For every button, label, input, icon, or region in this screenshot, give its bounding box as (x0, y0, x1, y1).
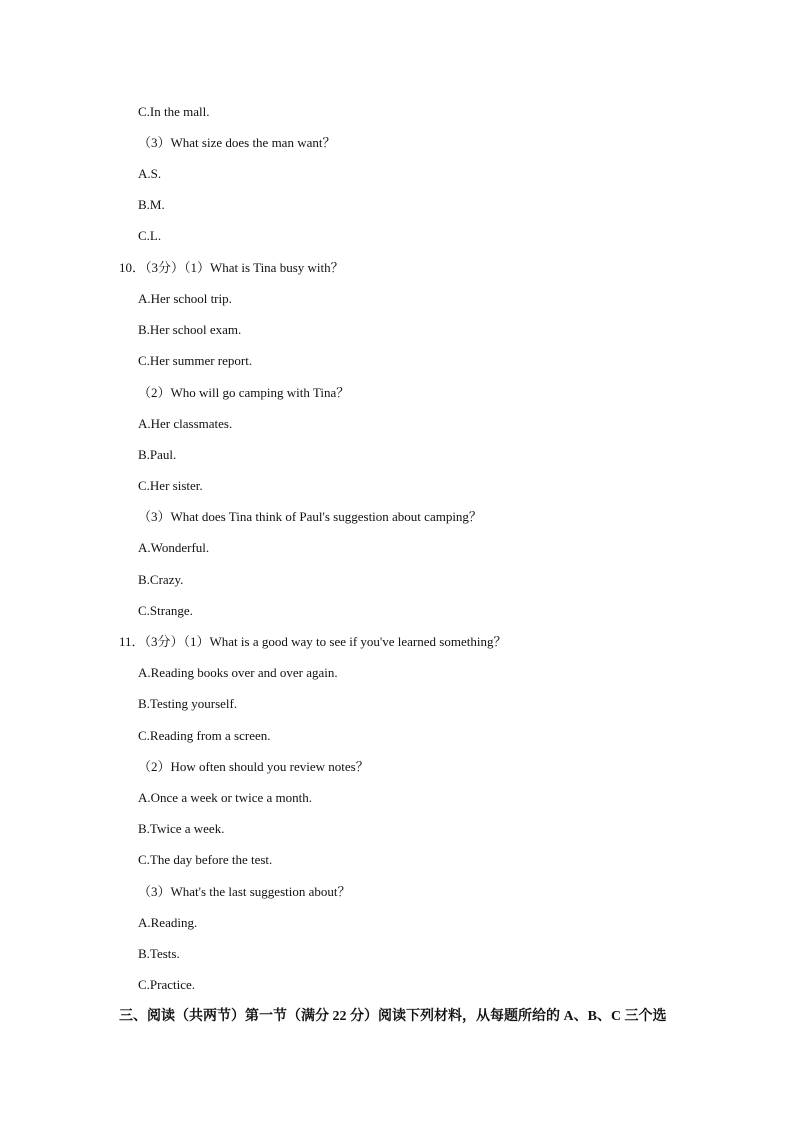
q10-sub1-option-c: C.Her summer report. (138, 353, 253, 368)
option-c-in-the-mall: C.In the mall. (138, 104, 210, 119)
q9-sub3-option-b: B.M. (138, 197, 165, 212)
q10-sub2-option-a: A.Her classmates. (138, 416, 233, 431)
q11-sub2-option-a: A.Once a week or twice a month. (138, 790, 312, 805)
q10-sub3-option-c: C.Strange. (138, 603, 193, 618)
q9-sub3-option-c: C.L. (138, 228, 162, 243)
q10-sub3-prompt: （3）What does Tina think of Paul's suggestion about camping？ (138, 509, 482, 524)
section-reading-heading: 三、阅读（共两节）第一节（满分 22 分）阅读下列材料，从每题所给的 A、B、C 三个选 (119, 1009, 667, 1024)
q10-sub2-option-b: B.Paul. (138, 447, 177, 462)
q11-sub1-option-b: B.Testing yourself. (138, 696, 238, 711)
q10-sub2-option-c: C.Her sister. (138, 478, 203, 493)
q10-sub3-option-b: B.Crazy. (138, 572, 184, 587)
q9-sub3-prompt: （3）What size does the man want？ (138, 135, 336, 150)
q11-sub1-option-a: A.Reading books over and over again. (138, 665, 338, 680)
q11-sub2-prompt: （2）How often should you review notes？ (138, 759, 369, 774)
q9-sub3-option-a: A.S. (138, 166, 162, 181)
q11-sub2-option-c: C.The day before the test. (138, 852, 273, 867)
question-11-header: 11．（3分）（1）What is a good way to see if you've learned something？ (119, 634, 507, 649)
q11-sub3-option-c: C.Practice. (138, 977, 196, 992)
question-10-header: 10．（3分）（1）What is Tina busy with？ (119, 260, 344, 275)
q11-sub2-option-b: B.Twice a week. (138, 821, 225, 836)
q11-sub3-prompt: （3）What's the last suggestion about？ (138, 884, 351, 899)
q11-sub3-option-a: A.Reading. (138, 915, 198, 930)
q10-sub1-option-b: B.Her school exam. (138, 322, 242, 337)
q10-sub2-prompt: （2）Who will go camping with Tina？ (138, 385, 350, 400)
q11-sub3-option-b: B.Tests. (138, 946, 180, 961)
q11-sub1-option-c: C.Reading from a screen. (138, 728, 271, 743)
q10-sub3-option-a: A.Wonderful. (138, 540, 210, 555)
q10-sub1-option-a: A.Her school trip. (138, 291, 232, 306)
